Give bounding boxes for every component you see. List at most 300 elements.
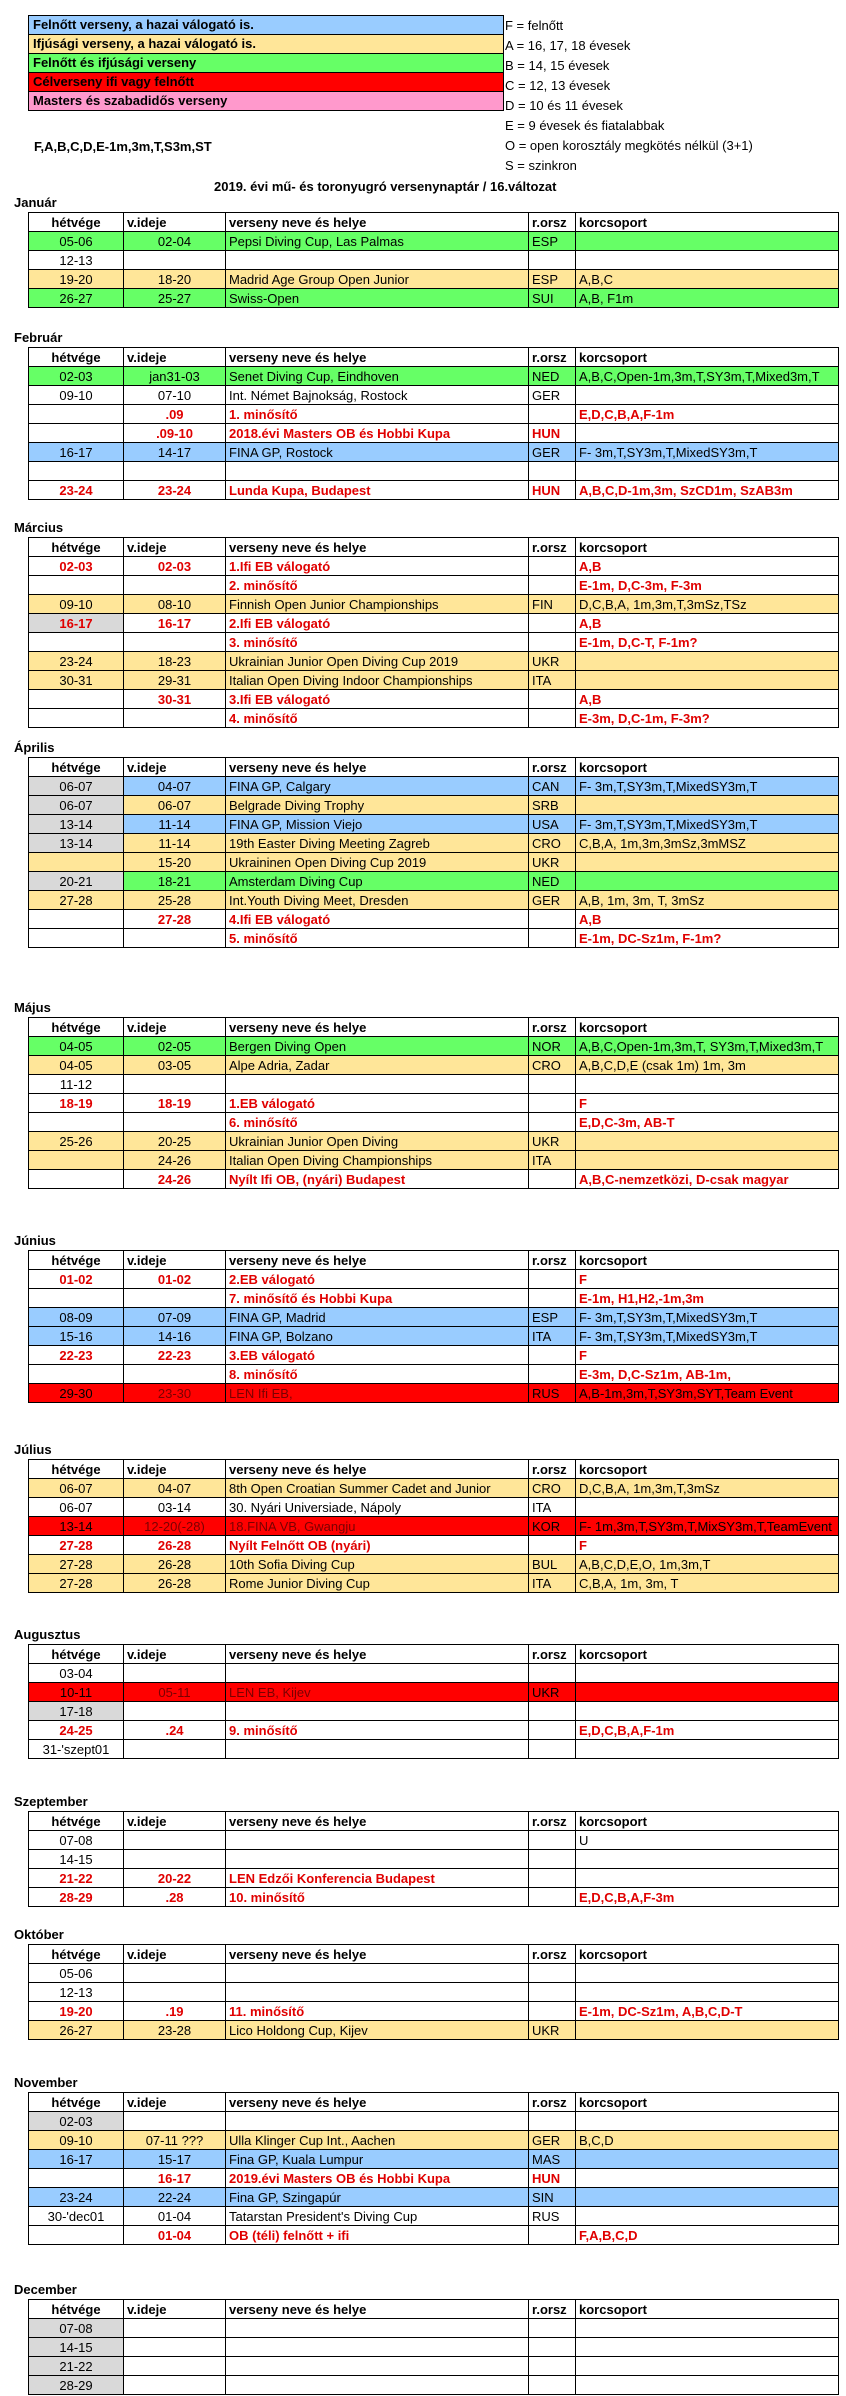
table-cell-name: 2. minősítő <box>226 576 529 595</box>
table-cell-vido: 12-20(-28) <box>124 1517 226 1536</box>
table-cell-name: 18.FINA VB, Gwangju <box>226 1517 529 1536</box>
table-cell-name: 4. minősítő <box>226 709 529 728</box>
table-cell-name: FINA GP, Madrid <box>226 1308 529 1327</box>
table-cell-hetvege: 27-28 <box>29 1536 124 1555</box>
table-cell-hetvege <box>29 462 124 481</box>
table-cell-hetvege <box>29 910 124 929</box>
table-cell-korcs: E,D,C-3m, AB-T <box>576 1113 839 1132</box>
table-cell-name: 9. minősítő <box>226 1721 529 1740</box>
table-cell-name: 6. minősítő <box>226 1113 529 1132</box>
table-cell-korcs: E-1m, DC-Sz1m, A,B,C,D-T <box>576 2002 839 2021</box>
table-cell-korcs <box>576 1683 839 1702</box>
table-cell-vido: 23-28 <box>124 2021 226 2040</box>
table-cell-korcs: A,B <box>576 910 839 929</box>
table-cell-orsz <box>529 2338 576 2357</box>
column-header: hétvége <box>29 1251 124 1270</box>
table-cell-vido <box>124 1664 226 1683</box>
table-cell-orsz: RUS <box>529 2207 576 2226</box>
table-cell-name: Rome Junior Diving Cup <box>226 1574 529 1593</box>
table-cell-hetvege: 28-29 <box>29 1888 124 1907</box>
table-cell-orsz <box>529 1170 576 1189</box>
legend-definition: F = felnőtt <box>505 18 564 33</box>
table-cell-orsz: UKR <box>529 652 576 671</box>
table-cell-name: 30. Nyári Universiade, Nápoly <box>226 1498 529 1517</box>
column-header: v.ideje <box>124 538 226 557</box>
table-cell-vido: 18-21 <box>124 872 226 891</box>
table-row <box>29 1094 839 1113</box>
table-cell-orsz: GER <box>529 891 576 910</box>
table-cell-name: Finnish Open Junior Championships <box>226 595 529 614</box>
table-cell-name: Ukrainian Junior Open Diving <box>226 1132 529 1151</box>
categories-line: F,A,B,C,D,E-1m,3m,T,S3m,ST <box>34 139 212 154</box>
table-cell-korcs: F- 1m,3m,T,SY3m,T,MixSY3m,T,TeamEvent <box>576 1517 839 1536</box>
table-cell-orsz <box>529 1365 576 1384</box>
table-cell-vido <box>124 2338 226 2357</box>
table-cell-vido <box>124 1983 226 2002</box>
column-header: v.ideje <box>124 2093 226 2112</box>
table-cell-korcs <box>576 2338 839 2357</box>
table-row <box>29 1574 839 1593</box>
table-row <box>29 1888 839 1907</box>
table-cell-vido: 22-24 <box>124 2188 226 2207</box>
table-cell-name <box>226 1075 529 1094</box>
column-header: r.orsz <box>529 1460 576 1479</box>
column-header: hétvége <box>29 213 124 232</box>
table-cell-hetvege: 16-17 <box>29 443 124 462</box>
table-cell-korcs <box>576 251 839 270</box>
table-cell-orsz <box>529 1346 576 1365</box>
table-row <box>29 671 839 690</box>
column-header: hétvége <box>29 1645 124 1664</box>
table-cell-hetvege: 27-28 <box>29 1574 124 1593</box>
table-cell-hetvege: 21-22 <box>29 2357 124 2376</box>
table-cell-orsz <box>529 1270 576 1289</box>
table-cell-orsz <box>529 1289 576 1308</box>
table-row <box>29 2021 839 2040</box>
table-row <box>29 595 839 614</box>
table-cell-vido: 01-02 <box>124 1270 226 1289</box>
month-title: Január <box>14 195 57 210</box>
table-cell-hetvege: 06-07 <box>29 1498 124 1517</box>
table-cell-vido: 29-31 <box>124 671 226 690</box>
table-cell-orsz: NOR <box>529 1037 576 1056</box>
table-row <box>29 929 839 948</box>
column-header: hétvége <box>29 2300 124 2319</box>
table-cell-hetvege: 07-08 <box>29 2319 124 2338</box>
table-cell-orsz <box>529 633 576 652</box>
column-header: r.orsz <box>529 1018 576 1037</box>
table-cell-name: Ukrainian Junior Open Diving Cup 2019 <box>226 652 529 671</box>
table-cell-orsz: CRO <box>529 1056 576 1075</box>
table-cell-korcs: F,A,B,C,D <box>576 2226 839 2245</box>
table-cell-vido: 15-17 <box>124 2150 226 2169</box>
month-table <box>28 1644 839 1759</box>
table-cell-korcs: B,C,D <box>576 2131 839 2150</box>
table-cell-hetvege: 27-28 <box>29 891 124 910</box>
table-cell-korcs: F- 3m,T,SY3m,T,MixedSY3m,T <box>576 443 839 462</box>
table-row <box>29 1270 839 1289</box>
table-cell-name: LEN Edzői Konferencia Budapest <box>226 1869 529 1888</box>
table-cell-orsz <box>529 2002 576 2021</box>
table-cell-orsz <box>529 1113 576 1132</box>
table-cell-korcs <box>576 2376 839 2395</box>
table-cell-orsz: NED <box>529 367 576 386</box>
legend-definition: D = 10 és 11 évesek <box>505 98 623 113</box>
table-cell-name: Italian Open Diving Indoor Championships <box>226 671 529 690</box>
table-cell-vido: 25-28 <box>124 891 226 910</box>
table-row <box>29 2207 839 2226</box>
table-cell-vido <box>124 462 226 481</box>
table-cell-name <box>226 1831 529 1850</box>
column-header: korcsoport <box>576 1251 839 1270</box>
table-cell-korcs: F <box>576 1094 839 1113</box>
table-cell-vido: 30-31 <box>124 690 226 709</box>
table-cell-hetvege: 12-13 <box>29 251 124 270</box>
table-cell-vido: 05-11 <box>124 1683 226 1702</box>
table-row <box>29 796 839 815</box>
table-cell-name: 1. minősítő <box>226 405 529 424</box>
table-cell-orsz <box>529 251 576 270</box>
month-title: November <box>14 2075 78 2090</box>
column-header: v.ideje <box>124 2300 226 2319</box>
table-cell-korcs: A,B, 1m, 3m, T, 3mSz <box>576 891 839 910</box>
table-cell-vido <box>124 251 226 270</box>
table-cell-korcs: F <box>576 1536 839 1555</box>
table-cell-vido: .28 <box>124 1888 226 1907</box>
table-cell-vido: 03-05 <box>124 1056 226 1075</box>
legend-definition: B = 14, 15 évesek <box>505 58 610 73</box>
column-header: korcsoport <box>576 538 839 557</box>
table-row <box>29 1308 839 1327</box>
table-cell-korcs: F- 3m,T,SY3m,T,MixedSY3m,T <box>576 1308 839 1327</box>
table-cell-hetvege <box>29 424 124 443</box>
table-row <box>29 2002 839 2021</box>
table-header-row <box>29 1251 839 1270</box>
table-cell-korcs: A,B-1m,3m,T,SY3m,SYT,Team Event <box>576 1384 839 1403</box>
table-cell-orsz: ITA <box>529 1574 576 1593</box>
table-cell-name <box>226 1740 529 1759</box>
table-row <box>29 815 839 834</box>
table-row <box>29 1113 839 1132</box>
month-title: December <box>14 2282 77 2297</box>
table-cell-orsz <box>529 2357 576 2376</box>
month-title: Június <box>14 1233 56 1248</box>
table-cell-hetvege: 13-14 <box>29 815 124 834</box>
table-cell-orsz: ESP <box>529 1308 576 1327</box>
month-table <box>28 1250 839 1403</box>
table-cell-orsz: SUI <box>529 289 576 308</box>
column-header: v.ideje <box>124 213 226 232</box>
table-cell-vido: 06-07 <box>124 796 226 815</box>
table-cell-hetvege <box>29 929 124 948</box>
table-cell-name: Nyílt Ifi OB, (nyári) Budapest <box>226 1170 529 1189</box>
table-cell-korcs <box>576 1151 839 1170</box>
table-row <box>29 2169 839 2188</box>
month-table <box>28 1811 839 1907</box>
table-cell-name: OB (téli) felnőtt + ifi <box>226 2226 529 2245</box>
table-cell-hetvege: 29-30 <box>29 1384 124 1403</box>
table-cell-orsz <box>529 709 576 728</box>
table-cell-name: Nyílt Felnőtt OB (nyári) <box>226 1536 529 1555</box>
table-cell-vido: 22-23 <box>124 1346 226 1365</box>
table-cell-korcs <box>576 2169 839 2188</box>
table-cell-vido <box>124 2357 226 2376</box>
table-cell-hetvege: 06-07 <box>29 1479 124 1498</box>
table-cell-korcs <box>576 1075 839 1094</box>
table-cell-korcs <box>576 2319 839 2338</box>
table-cell-hetvege: 25-26 <box>29 1132 124 1151</box>
table-cell-name <box>226 1850 529 1869</box>
table-row <box>29 872 839 891</box>
month-table <box>28 212 839 308</box>
column-header: r.orsz <box>529 2093 576 2112</box>
table-cell-name: Tatarstan President's Diving Cup <box>226 2207 529 2226</box>
column-header: r.orsz <box>529 1251 576 1270</box>
column-header: r.orsz <box>529 1645 576 1664</box>
table-cell-name: FINA GP, Rostock <box>226 443 529 462</box>
table-cell-hetvege <box>29 709 124 728</box>
month-table <box>28 537 839 728</box>
table-row <box>29 1479 839 1498</box>
table-cell-hetvege: 09-10 <box>29 595 124 614</box>
table-row <box>29 2188 839 2207</box>
table-cell-orsz <box>529 557 576 576</box>
table-header-row <box>29 1460 839 1479</box>
table-cell-korcs: U <box>576 1831 839 1850</box>
table-cell-hetvege <box>29 853 124 872</box>
table-header-row <box>29 1645 839 1664</box>
column-header: r.orsz <box>529 1945 576 1964</box>
table-cell-korcs: F- 3m,T,SY3m,T,MixedSY3m,T <box>576 777 839 796</box>
table-cell-name: 11. minősítő <box>226 2002 529 2021</box>
table-row <box>29 424 839 443</box>
column-header: korcsoport <box>576 2093 839 2112</box>
legend-box: Felnőtt és ifjúsági verseny <box>28 53 504 73</box>
table-cell-name: 2018.évi Masters OB és Hobbi Kupa <box>226 424 529 443</box>
column-header: v.ideje <box>124 1945 226 1964</box>
table-cell-orsz: MAS <box>529 2150 576 2169</box>
table-cell-korcs <box>576 796 839 815</box>
table-cell-hetvege: 13-14 <box>29 1517 124 1536</box>
table-cell-vido: 20-22 <box>124 1869 226 1888</box>
table-row <box>29 1964 839 1983</box>
table-cell-vido: 04-07 <box>124 777 226 796</box>
table-cell-name: 3. minősítő <box>226 633 529 652</box>
table-cell-vido: .19 <box>124 2002 226 2021</box>
table-row <box>29 2319 839 2338</box>
table-cell-korcs <box>576 2150 839 2169</box>
table-cell-hetvege: 09-10 <box>29 386 124 405</box>
table-cell-korcs <box>576 424 839 443</box>
table-cell-korcs: A,B,C,D,E (csak 1m) 1m, 3m <box>576 1056 839 1075</box>
month-table <box>28 757 839 948</box>
table-cell-name: FINA GP, Mission Viejo <box>226 815 529 834</box>
table-row <box>29 1683 839 1702</box>
table-cell-vido: 15-20 <box>124 853 226 872</box>
table-cell-hetvege: 11-12 <box>29 1075 124 1094</box>
table-row <box>29 910 839 929</box>
column-header: verseny neve és helye <box>226 1645 529 1664</box>
table-cell-korcs <box>576 1983 839 2002</box>
table-row <box>29 690 839 709</box>
table-cell-name: 8. minősítő <box>226 1365 529 1384</box>
table-cell-vido <box>124 633 226 652</box>
table-cell-orsz: ESP <box>529 232 576 251</box>
table-cell-name: 7. minősítő és Hobbi Kupa <box>226 1289 529 1308</box>
table-cell-korcs: E-1m, DC-Sz1m, F-1m? <box>576 929 839 948</box>
table-cell-vido <box>124 1964 226 1983</box>
table-cell-name: 1.EB válogató <box>226 1094 529 1113</box>
column-header: hétvége <box>29 1812 124 1831</box>
table-cell-vido: 18-20 <box>124 270 226 289</box>
table-cell-vido <box>124 1831 226 1850</box>
table-cell-korcs: A,B,C,Open-1m,3m,T, SY3m,T,Mixed3m,T <box>576 1037 839 1056</box>
table-row <box>29 1075 839 1094</box>
month-title: Március <box>14 520 64 535</box>
table-cell-hetvege <box>29 690 124 709</box>
column-header: verseny neve és helye <box>226 1812 529 1831</box>
table-cell-name: Ulla Klinger Cup Int., Aachen <box>226 2131 529 2150</box>
month-title: Április <box>14 740 55 755</box>
table-row <box>29 2376 839 2395</box>
table-row <box>29 386 839 405</box>
table-cell-name: Senet Diving Cup, Eindhoven <box>226 367 529 386</box>
table-cell-orsz: UKR <box>529 1683 576 1702</box>
column-header: verseny neve és helye <box>226 213 529 232</box>
column-header: v.ideje <box>124 758 226 777</box>
table-row <box>29 2131 839 2150</box>
table-cell-korcs <box>576 1132 839 1151</box>
table-cell-name: 3.EB válogató <box>226 1346 529 1365</box>
table-row <box>29 1850 839 1869</box>
table-cell-orsz: HUN <box>529 481 576 500</box>
table-cell-hetvege: 12-13 <box>29 1983 124 2002</box>
table-cell-orsz: GER <box>529 2131 576 2150</box>
column-header: verseny neve és helye <box>226 2093 529 2112</box>
table-header-row <box>29 1945 839 1964</box>
table-cell-name: 4.Ifi EB válogató <box>226 910 529 929</box>
legend-box: Masters és szabadidős verseny <box>28 91 504 111</box>
table-cell-name: Ukraininen Open Diving Cup 2019 <box>226 853 529 872</box>
table-cell-hetvege: 31-'szept01 <box>29 1740 124 1759</box>
table-row <box>29 1498 839 1517</box>
table-cell-orsz <box>529 1850 576 1869</box>
table-cell-name <box>226 1664 529 1683</box>
table-cell-name: Fina GP, Szingapúr <box>226 2188 529 2207</box>
table-cell-korcs: E,D,C,B,A,F-1m <box>576 1721 839 1740</box>
color-legend <box>28 16 504 111</box>
table-cell-hetvege: 08-09 <box>29 1308 124 1327</box>
table-cell-korcs <box>576 2207 839 2226</box>
table-cell-orsz <box>529 1983 576 2002</box>
table-cell-korcs: A,B,C,D,E,O, 1m,3m,T <box>576 1555 839 1574</box>
table-header-row <box>29 1812 839 1831</box>
table-cell-hetvege: 02-03 <box>29 367 124 386</box>
table-row <box>29 270 839 289</box>
column-header: korcsoport <box>576 1460 839 1479</box>
table-cell-korcs <box>576 1702 839 1721</box>
table-cell-name: Pepsi Diving Cup, Las Palmas <box>226 232 529 251</box>
table-cell-hetvege <box>29 1289 124 1308</box>
table-row <box>29 1721 839 1740</box>
table-cell-orsz <box>529 910 576 929</box>
month-table <box>28 1944 839 2040</box>
table-cell-name: Lunda Kupa, Budapest <box>226 481 529 500</box>
table-cell-name: 2019.évi Masters OB és Hobbi Kupa <box>226 2169 529 2188</box>
table-header-row <box>29 213 839 232</box>
table-cell-name: Swiss-Open <box>226 289 529 308</box>
table-cell-korcs <box>576 2112 839 2131</box>
table-cell-korcs <box>576 1498 839 1517</box>
table-cell-orsz: ESP <box>529 270 576 289</box>
table-cell-hetvege <box>29 1365 124 1384</box>
table-cell-korcs: F- 3m,T,SY3m,T,MixedSY3m,T <box>576 1327 839 1346</box>
table-cell-vido: 14-17 <box>124 443 226 462</box>
table-cell-name: LEN EB, Kijev <box>226 1683 529 1702</box>
table-row <box>29 709 839 728</box>
table-cell-korcs: A,B <box>576 690 839 709</box>
table-cell-name: Fina GP, Kuala Lumpur <box>226 2150 529 2169</box>
table-cell-korcs: F- 3m,T,SY3m,T,MixedSY3m,T <box>576 815 839 834</box>
table-cell-korcs: D,C,B,A, 1m,3m,T,3mSz,TSz <box>576 595 839 614</box>
table-cell-vido <box>124 2376 226 2395</box>
table-cell-hetvege: 14-15 <box>29 2338 124 2357</box>
table-cell-orsz: FIN <box>529 595 576 614</box>
table-cell-hetvege <box>29 633 124 652</box>
table-cell-orsz: HUN <box>529 424 576 443</box>
table-row <box>29 891 839 910</box>
table-cell-vido: .09 <box>124 405 226 424</box>
table-row <box>29 2150 839 2169</box>
table-cell-vido: 11-14 <box>124 834 226 853</box>
table-cell-vido: 02-04 <box>124 232 226 251</box>
table-row <box>29 1664 839 1683</box>
table-cell-name <box>226 462 529 481</box>
table-cell-korcs <box>576 1850 839 1869</box>
table-cell-vido: 02-05 <box>124 1037 226 1056</box>
table-cell-korcs <box>576 1869 839 1888</box>
table-cell-name: 3.Ifi EB válogató <box>226 690 529 709</box>
table-row <box>29 1536 839 1555</box>
table-cell-orsz <box>529 1702 576 1721</box>
month-table <box>28 1459 839 1593</box>
table-cell-orsz <box>529 1869 576 1888</box>
table-cell-hetvege: 30-'dec01 <box>29 2207 124 2226</box>
table-row <box>29 1983 839 2002</box>
table-cell-vido: 26-28 <box>124 1574 226 1593</box>
table-cell-orsz <box>529 1740 576 1759</box>
table-cell-name: Amsterdam Diving Cup <box>226 872 529 891</box>
table-cell-vido: 02-03 <box>124 557 226 576</box>
table-header-row <box>29 2300 839 2319</box>
table-cell-hetvege: 16-17 <box>29 614 124 633</box>
table-cell-vido: 20-25 <box>124 1132 226 1151</box>
column-header: v.ideje <box>124 1018 226 1037</box>
table-cell-korcs: A,B,C <box>576 270 839 289</box>
table-cell-korcs: A,B, F1m <box>576 289 839 308</box>
column-header: hétvége <box>29 538 124 557</box>
table-cell-orsz: USA <box>529 815 576 834</box>
table-cell-name: FINA GP, Bolzano <box>226 1327 529 1346</box>
table-cell-vido: .09-10 <box>124 424 226 443</box>
legend-definition: O = open korosztály megkötés nélkül (3+1) <box>505 138 753 153</box>
table-cell-name <box>226 251 529 270</box>
table-row <box>29 557 839 576</box>
table-row <box>29 652 839 671</box>
column-header: v.ideje <box>124 1251 226 1270</box>
table-cell-orsz <box>529 576 576 595</box>
table-row <box>29 2357 839 2376</box>
